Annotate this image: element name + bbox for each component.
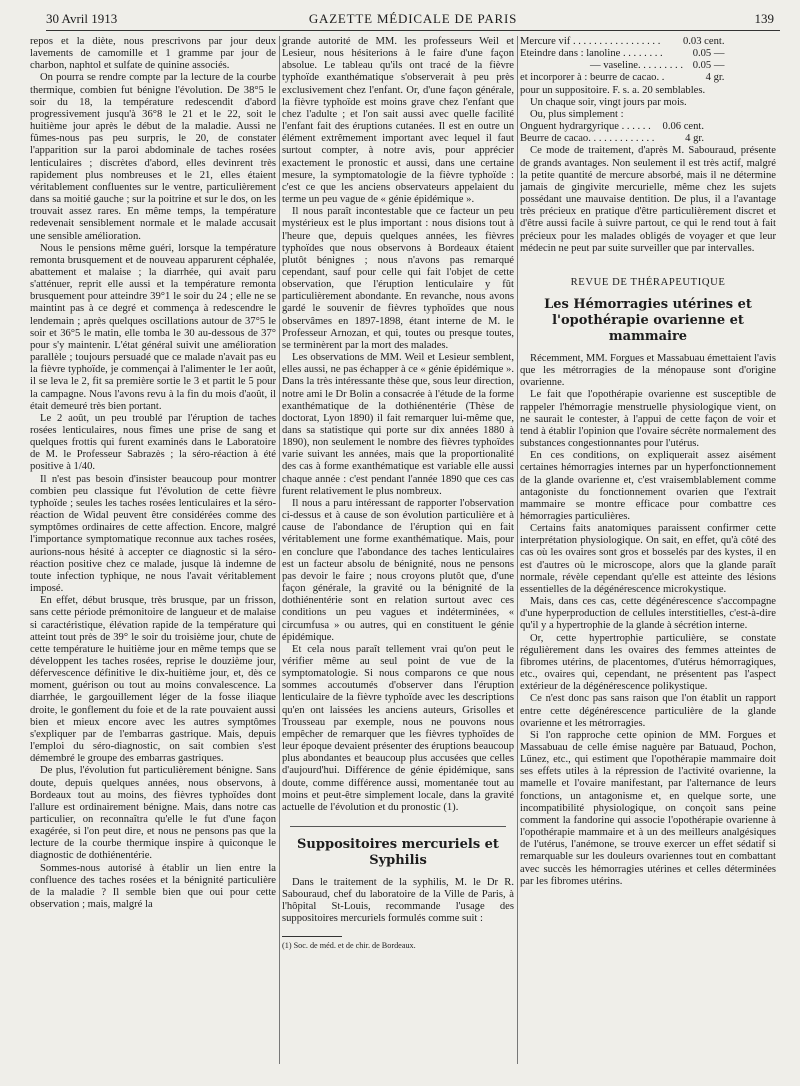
- paragraph: Récemment, MM. Forgues et Massabuau émettaient l'avis que les métrorragies de la ménopause sont d'origine ovarienne.: [520, 352, 776, 389]
- paragraph: Certains faits anatomiques paraissent confirmer cette interprétation physiologique. On sait, en effet, qu'à côté des cas où les ovaires sont gros et bosselés par des kystes, il en est d'autres où le microscope, alors que la glande paraît normale, révèle cependant qu'elle est atteinte des lésions essentielles de la dégénérescence microkystique.: [520, 523, 776, 595]
- paragraph: Ce n'est donc pas sans raison que l'on établit un rapport entre cette dégénérescence particulière de la glande ovarienne et les métrorragies.: [520, 693, 776, 729]
- recipe-row: [520, 133, 776, 145]
- section-heading: REVUE DE THÉRAPEUTIQUE: [570, 276, 726, 288]
- paragraph: En ces conditions, on expliquerait assez aisément certaines hémorragies internes par un hyperfonctionnement de la glande ovarienne et, c'est vraisemblablement comme antagoniste du fonctionnement ovarien que l'extrait mammaire se montre efficace pour combattre ces hémorragies particulières.: [520, 450, 776, 522]
- recipe-item: et incorporer à : beurre de cacao. .: [520, 72, 665, 84]
- paragraph: Il nous a paru intéressant de rapporter l'observation ci-dessus et à cause de son évolution particulière et à cause de l'abondance de l'éruption qui en fait véritablement une forme exanthématique. Mais, pour en conclure que l'abondance des taches lenticulaires est un facteur absolu de bénignité, nous ne pensons pas devoir le faire ; nous croyons plutôt que, d'une façon générale, la gravité ou la bénignité de la dothiénentérie sont en relation surtout avec ces conditions un peu vagues et indéterminées, « circumfusa » ou autres, qui en constituent le génie épidémique.: [282, 497, 514, 643]
- paragraph: Les observations de MM. Weil et Lesieur semblent, elles aussi, ne pas échapper à ce « génie épidémique ». Dans la très intéressante thèse que, sous leur direction, notre ami le Dr Bolin a consacrée à l'étude de la forme exanthématique de la dothiénentérie (Thèse de doctorat, Lyon 1890) il fait remarquer lui-même que, dans sa statistique qui porte sur dix années 1880 à 1890), non seulement le nombre des fièvres typhoïdes varie suivant les années, mais que la proportionalité des cas à forme exanthématique est variable elle aussi chaque année : c'est pendant l'année 1890 que ces cas furent relativement le plus nombreux.: [282, 352, 514, 497]
- recipe-item: — vaseline. . . . . . . . .: [590, 60, 683, 72]
- recipe-row: [520, 121, 776, 133]
- paragraph: Le fait que l'opothérapie ovarienne est susceptible de rappeler l'hémorragie menstruelle physiologique vient, on ne saurait le contester, à l'appui de cette façon de voir et tend à établir l'opinion que l'ovaire sécrète normalement des substances congestionnantes pour l'utérus.: [520, 389, 776, 450]
- recipe-table: [520, 36, 776, 85]
- paragraph: pour un suppositoire. F. s. a. 20 semblables.: [520, 84, 706, 96]
- column-divider: [517, 36, 518, 1064]
- recipe-item: Eteindre dans : lanoline . . . . . . . .: [520, 48, 663, 60]
- footnote-rule: [282, 936, 342, 937]
- paragraph: Dans le traitement de la syphilis, M. le Dr R. Sabouraud, chef du laboratoire de la Ville de Paris, à l'hôpital St-Louis, recommande l'usage des suppositoires mercuriels formulés comme suit :: [282, 877, 514, 925]
- paragraph: On pourra se rendre compte par la lecture de la courbe thermique, combien fut bénigne l'évolution. De 38°5 le soir du 18, la température redescendit d'abord progressivement jusqu'à 36°8 le 21 et le 22, soit le huitième jour après le début de la maladie. Aussi ne fûmes-nous pas peu surpris, le 20, de constater l'apparition sur la paroi abdominale de taches rosées lenticulaires ; discrètes d'abord, elles devinrent très rapidement plus nombreuses et le 21, elles étaient véritablement confluentes sur le ventre, particulièrement dans sa moitié gauche ; sur la poitrine et sur le dos, on les trouvait assez rares. En même temps, la température redevenait sensiblement normale et le malade accusait une sensible amélioration.: [30, 72, 276, 242]
- article-title: Suppositoires mercuriels et Syphilis: [297, 837, 499, 868]
- recipe-quantity: 0.06 cent.: [662, 121, 704, 133]
- recipe-quantity: 0.03 cent.: [682, 36, 725, 47]
- column-3: [520, 36, 776, 1076]
- column-1: [30, 36, 276, 1076]
- paragraph: Le 2 août, un peu troublé par l'éruption de taches rosées lenticulaires, nous fîmes une prise de sang et quelques frottis qui furent examinés dans le Laboratoire de M. le Professeur Sabrazès ; la séro-réaction à été positive à 1/40.: [30, 412, 276, 473]
- paragraph: Il n'est pas besoin d'insister beaucoup pour montrer combien peu classique fut l'évolution de cette fièvre typhoïde ; seules les taches rosées lenticulaires et la séro-réaction de Widal peuvent être considérées comme des symptômes ordinaires de cette affection. Encore, malgré l'importance symptomatique reconnue aux taches rosées, aurions-nous hésité à accepter ce diagnostic si la séro-réaction positive chez ce malade, jusque là indemne de toute infection typhique, ne nous l'avait véritablement imposé.: [30, 473, 276, 595]
- column-divider: [279, 36, 280, 1064]
- recipe-item: Mercure vif . . . . . . . . . . . . . . . . .: [520, 36, 661, 47]
- recipe-quantity: 4 gr.: [705, 72, 725, 84]
- paragraph: Mais, dans ces cas, cette dégénérescence s'accompagne d'une hyperproduction de cellules interstitielles, c'est-à-dire qu'il y a hypertrophie de la glande à sécrétion interne.: [520, 596, 776, 632]
- recipe-quantity: 0.05 —: [692, 48, 725, 60]
- recipe-row: [520, 36, 776, 48]
- recipe-item: Beurre de cacao. . . . . . . . . . . . .: [520, 133, 655, 145]
- header-date: 30 Avril 1913: [46, 11, 118, 26]
- column-2: [282, 36, 514, 1076]
- paragraph: Un chaque soir, vingt jours par mois.: [530, 96, 687, 108]
- page-header: [46, 8, 780, 31]
- paragraph: grande autorité de MM. les professeurs Weil et Lesieur, nous hésiterions à le faire d'une façon absolue. Le tableau qu'ils ont tracé de la fièvre typhoïde exanthématique s'observerait à peu près exclusivement chez l'enfant. Or, d'une façon générale, la fièvre typhoïde est moins grave chez l'enfant que chez l'adulte ; et l'on sait aussi avec quelle facilité l'enfant fait des éruptions cutanées. Il est en outre un élément extrêmement important avec lequel il faut surtout compter, à notre avis, pour apprécier exactement le pronostic et aussi, dans une certaine mesure, la symptomatologie de la fièvre typhoïde : c'est ce que les anciens observateurs appelaient du terme un peu vague de « génie épidémique ».: [282, 36, 514, 206]
- footnote: (1) Soc. de méd. et de chir. de Bordeaux.: [282, 940, 416, 950]
- recipe-row: [520, 60, 776, 72]
- header-page-number: 139: [754, 11, 774, 26]
- recipe-quantity: 4 gr.: [685, 133, 704, 145]
- header-title: GAZETTE MÉDICALE DE PARIS: [308, 11, 518, 26]
- article-separator: [290, 826, 506, 827]
- paragraph: Sommes-nous autorisé à établir un lien entre la confluence des taches rosées et la bénignité particulière de la maladie ? Il semble bien que oui pour cette observation ; mais, malgré la: [30, 862, 276, 911]
- paragraph: Ce mode de traitement, d'après M. Sabouraud, présente de grands avantages. Non seulement il est très actif, malgré la petite quantité de mercure absorbé, mais il ne détermine jamais de gingivite mercurielle, même chez les sujets possédant une mauvaise dentition. De plus, il a l'avantage très précieux en pratique d'être particulièrement discret et d'être aussi facile à suivre partout, ce qui le rend tout à fait précieux pour les malades obligés de voyager et que leur médecin ne peut par suite surveiller que par intervalles.: [520, 145, 776, 254]
- paragraph: De plus, l'évolution fut particulièrement bénigne. Sans doute, depuis quelques années, nous observons, à Bordeaux tout au moins, des fièvres typhoïdes dont l'allure est ordinairement bénigne. Mais, dans notre cas particulier, on reconnaîtra qu'elle le fut d'une façon exagérée, si l'on peut dire, et nous ne pensons pas que la lecture de la courbe thermique inspire à quiconque le diagnostic de dothiénentérie.: [30, 765, 276, 862]
- recipe-item: Onguent hydrargyrique . . . . . .: [520, 121, 651, 133]
- recipe-row: [520, 48, 776, 60]
- recipe-quantity: 0.05 —: [692, 60, 725, 72]
- paragraph: repos et la diète, nous prescrivons par jour deux lavements de camomille et 1 gramme par jour de charbon, naphtol et sulfate de quinine associés.: [30, 36, 276, 72]
- paragraph: Or, cette hypertrophie particulière, se constate régulièrement dans les ovaires des femmes atteintes de fibromes utérins, de placentomes, d'utérus hémorragiques, etc., ovaires qui, cependant, ne présentent pas l'aspect extérieur de la dégénérescence polikystique.: [520, 632, 776, 693]
- paragraph: Et cela nous paraît tellement vrai qu'on peut le vérifier même au seul point de vue de la symptomatologie. Si nous comparons ce que nous sommes accoutumés d'observer dans l'éruption lenticulaire de la fièvre typhoïde avec les descriptions qu'en ont laissées les anciens auteurs, Grisolles et Trousseau par exemple, nous ne pouvons nous empêcher de remarquer que les fièvres typhoïdes de leur époque devaient présenter des éruptions beaucoup plus abondantes et beaucoup plus accusées que celles d'aujourd'hui. Différence de génie épidémique, sans doute, comme différence aussi, momentanée tout au moins et peut-être simplement locale, dans la gravité actuelle de l'évolution et du pronostic (1).: [282, 643, 514, 813]
- paragraph: Ou, plus simplement :: [530, 108, 624, 120]
- recipe-row: [520, 72, 776, 84]
- paragraph: Si l'on rapproche cette opinion de MM. Forgues et Massabuau de celle émise naguère par Batuaud, Pochon, Lünez, etc., qui estiment que l'opothérapie mammaire doit ses effets utiles à la répression de l'activité ovarienne, la mamelle et l'ovaire manifestant, par l'alternance de leurs fonctions, un antagonisme et, en quelque sorte, une incompatibilité physiologique, on conçoit sans peine comment la fandorine qui associe l'opothérapie ovarienne à l'opothérapie mammaire et à un des meilleurs analgésiques de l'utérus, l'anémone, se trouve exercer un effet sédatif si remarquable sur les douleurs ovariennes tout en combattant avec succès les hémorragies utérines et celles déterminées par les fibromes utérins.: [520, 729, 776, 887]
- recipe-table: [520, 121, 776, 145]
- paragraph: Il nous paraît incontestable que ce facteur un peu mystérieux est le plus important : nous disions tout à l'heure que, depuis quelques années, les fièvres typhoïdes que nous observons à Bordeaux étaient plutôt bénignes ; nous n'avons pas remarqué cependant, sauf pour celle qui fait l'objet de cette observation, que l'éruption lenticulaire y fût particulièrement abondante. En revanche, nous avons gardé le souvenir de fièvres typhoïdes que nous observâmes en 1897-1898, étant interne de M. le Professeur Arnozan, et qui, toutes ou presque toutes, se terminèrent par la mort des malades.: [282, 206, 514, 351]
- paragraph: Nous le pensions même guéri, lorsque la température remonta brusquement et de nouveau apparurent céphalée, abattement et malaise ; la diarrhée, qui avait paru s'atténuer, reprit elle aussi et la température remonta brusquement pour atteindre 39°1 le soir du 24 ; elle ne se maintint pas à ce degré et commença à redescendre le lendemain ; après quelques oscillations autour de 37°5 le soir et 36°5 le matin, elle tomba le 30 au-dessous de 37° pour s'y maintenir. L'état général suivit une amélioration parallèle ; toujours persuadé que ce malade n'avait pas eu la fièvre typhoïde, je commençai à l'alimenter le 1er août, il se leva le 2, fit sa première sortie le 3 et partit le 5 pour la campagne. Nous l'avons revu à la fin du mois d'août, il était demeuré très bien portant.: [30, 242, 276, 412]
- article-title: Les Hémorragies utérines et l'opothérapie ovarienne et mammaire: [544, 296, 752, 344]
- paragraph: En effet, début brusque, très brusque, par un frisson, sans cette période prémonitoire de langueur et de malaise si caractéristique, élévation rapide de la température qui atteint tout près de 39° le soir du troisième jour, chute de cette température le huitième jour en même temps que se développent les taches rosées, reprise le douzième jour, défervescence définitive le dix-huitième jour, et, dès ce moment, guérison ou tout au moins convalescence. La diarrhée, le gargouillement léger de la fosse iliaque droite, le gonflement du foie et de la rate pouvaient aussi bien et mieux encore avec les autres symptômes s'expliquer par de l'embarras gastrique. Mais, depuis l'emploi du séro-diagnostic, on sait combien s'est démembré le groupe des embarras gastriques.: [30, 595, 276, 765]
